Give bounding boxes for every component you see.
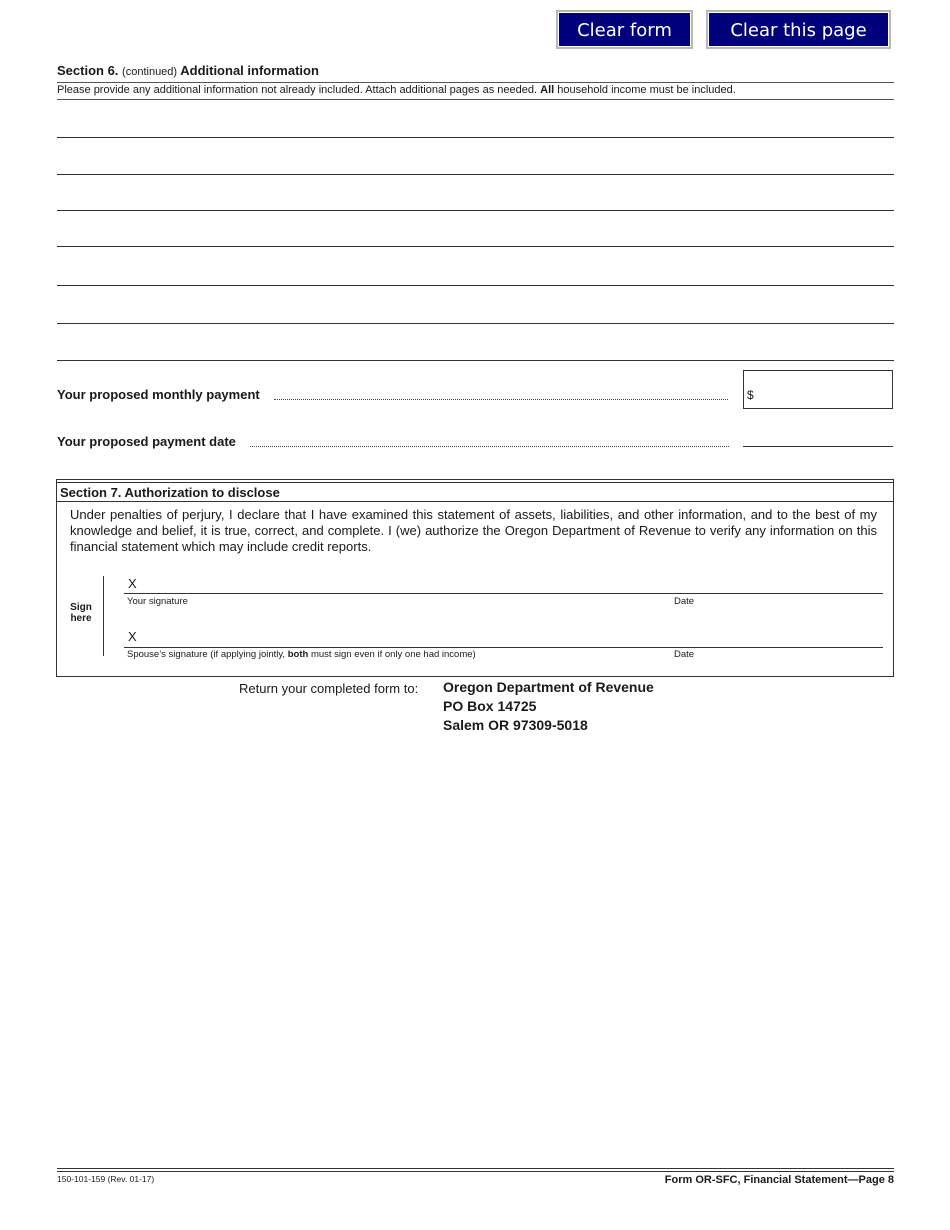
spouse-signature-field[interactable] — [124, 647, 883, 648]
address-line-2: PO Box 14725 — [443, 698, 537, 714]
declaration-text: Under penalties of perjury, I declare that I have examined this statement of assets, liabilities, and other information, and to the best of my knowledge and belief, it is true, correct, and complete. I (we) authorize the Oregon Department of Revenue to verify any information on this financial statement which may include credit reports. — [70, 507, 877, 554]
clear-form-button[interactable]: Clear form — [556, 10, 693, 49]
section6-instructions: Please provide any additional information not already included. Attach additional pages as needed. All household income must be included. — [57, 84, 736, 96]
your-signature-caption: Your signature — [127, 596, 188, 607]
payment-date-field[interactable] — [743, 446, 893, 447]
form-title: Form OR-SFC, Financial Statement—Page 8 — [664, 1174, 894, 1186]
form-number: 150-101-159 (Rev. 01-17) — [57, 1174, 155, 1184]
monthly-payment-leader — [274, 389, 728, 400]
sign-bracket — [103, 576, 104, 656]
additional-info-line-4[interactable] — [57, 246, 894, 247]
additional-info-line-5[interactable] — [57, 285, 894, 286]
section7-box — [56, 479, 894, 677]
section6-continued: (continued) — [122, 66, 178, 78]
sign-here-label: Sign here — [70, 602, 92, 624]
additional-info-line-1[interactable] — [57, 137, 894, 138]
spouse-signature-caption: Spouse’s signature (if applying jointly, both must sign even if only one had income) — [127, 649, 476, 660]
signature-x-mark: X — [128, 576, 137, 591]
spouse-date-caption: Date — [674, 649, 695, 660]
address-line-1: Oregon Department of Revenue — [443, 679, 654, 695]
payment-date-leader — [250, 436, 729, 447]
footer-rule-bottom — [57, 1171, 894, 1172]
clear-page-button[interactable]: Clear this page — [706, 10, 891, 49]
monthly-payment-label: Your proposed monthly payment — [57, 387, 260, 402]
address-line-3: Salem OR 97309-5018 — [443, 717, 588, 733]
dollar-sign: $ — [747, 388, 754, 402]
section7-title: Section 7. Authorization to disclose — [60, 485, 280, 500]
footer-rule-top — [57, 1168, 894, 1169]
payment-date-label: Your proposed payment date — [57, 434, 236, 449]
section6-heading — [57, 63, 319, 78]
section6-top-rule — [57, 82, 894, 83]
section6-instr-rule — [57, 99, 894, 100]
return-label: Return your completed form to: — [239, 681, 419, 696]
additional-info-line-6[interactable] — [57, 323, 894, 324]
spouse-x-mark: X — [128, 629, 137, 644]
monthly-payment-field[interactable] — [743, 370, 893, 409]
section7-title-bar — [57, 482, 893, 502]
your-date-caption: Date — [674, 596, 695, 607]
additional-info-line-3[interactable] — [57, 210, 894, 211]
additional-info-line-7[interactable] — [57, 360, 894, 361]
your-signature-field[interactable] — [124, 593, 883, 594]
section6-number: Section 6. — [57, 63, 119, 78]
additional-info-line-2[interactable] — [57, 174, 894, 175]
section6-title: Additional information — [180, 63, 319, 78]
